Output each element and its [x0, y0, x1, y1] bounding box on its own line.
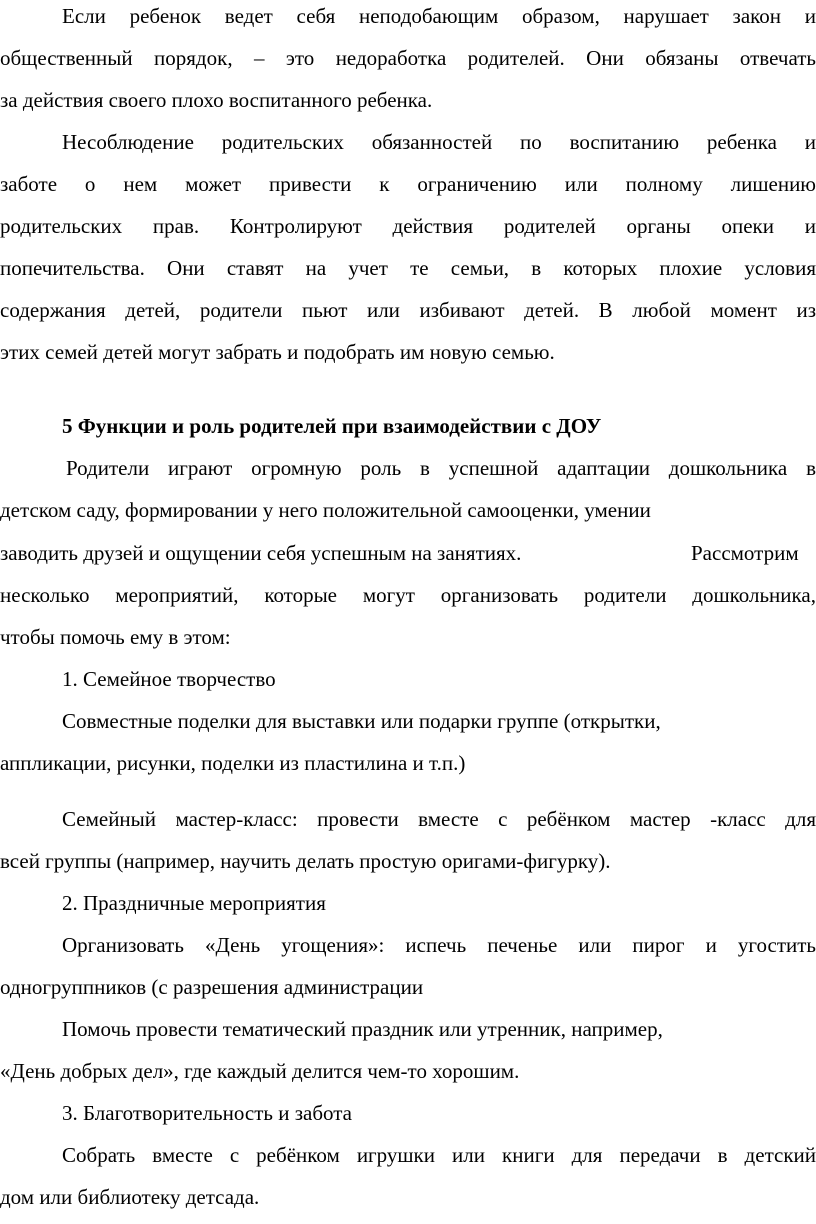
section-heading: 5 Функции и роль родителей при взаимодействии с ДОУ	[62, 414, 602, 438]
paragraph-line: попечительства. Они ставят на учет те семьи, в которых плохие условия	[0, 256, 816, 280]
paragraph-line: всей группы (например, научить делать простую оригами-фигурку).	[0, 849, 611, 873]
paragraph-line: детском саду, формировании у него положительной самооценки, умении	[0, 498, 651, 522]
paragraph-line: несколько мероприятий, которые могут организовать родители дошкольника,	[0, 583, 816, 607]
paragraph-line: Организовать «День угощения»: испечь печенье или пирог и угостить	[62, 933, 816, 957]
paragraph-line: Рассмотрим	[691, 541, 799, 565]
paragraph-line: Несоблюдение родительских обязанностей по воспитанию ребенка и	[62, 130, 816, 154]
paragraph-line: Родители играют огромную роль в успешной адаптации дошкольника в	[66, 456, 816, 480]
paragraph-line: родительских прав. Контролируют действия родителей органы опеки и	[0, 214, 816, 238]
list-item-title: 1. Семейное творчество	[62, 667, 276, 691]
paragraph-line: чтобы помочь ему в этом:	[0, 625, 231, 649]
paragraph-line: заводить друзей и ощущении себя успешным на занятиях.	[0, 541, 522, 565]
paragraph-line: содержания детей, родители пьют или избивают детей. В любой момент из	[0, 298, 816, 322]
paragraph-line: этих семей детей могут забрать и подобрать им новую семью.	[0, 340, 555, 364]
paragraph-line: Собрать вместе с ребёнком игрушки или книги для передачи в детский	[62, 1143, 816, 1167]
paragraph-line: заботе о нем может привести к ограничению или полному лишению	[0, 172, 816, 196]
paragraph-line: дом или библиотеку детсада.	[0, 1185, 260, 1209]
paragraph-line: Если ребенок ведет себя неподобающим образом, нарушает закон и	[62, 4, 816, 28]
paragraph-line: за действия своего плохо воспитанного ребенка.	[0, 88, 433, 112]
list-item-title: 2. Праздничные мероприятия	[62, 891, 326, 915]
paragraph-line: аппликации, рисунки, поделки из пластилина и т.п.)	[0, 751, 466, 775]
paragraph-line: «День добрых дел», где каждый делится чем-то хорошим.	[0, 1059, 520, 1083]
paragraph-line: Семейный мастер-класс: провести вместе с ребёнком мастер -класс для	[62, 807, 816, 831]
list-item-title: 3. Благотворительность и забота	[62, 1101, 352, 1125]
paragraph-line: Совместные поделки для выставки или подарки группе (открытки,	[62, 709, 661, 733]
paragraph-line: Помочь провести тематический праздник или утренник, например,	[62, 1017, 663, 1041]
paragraph-line: одногруппников (с разрешения администрации	[0, 975, 424, 999]
paragraph-line: общественный порядок, – это недоработка родителей. Они обязаны отвечать	[0, 46, 816, 70]
